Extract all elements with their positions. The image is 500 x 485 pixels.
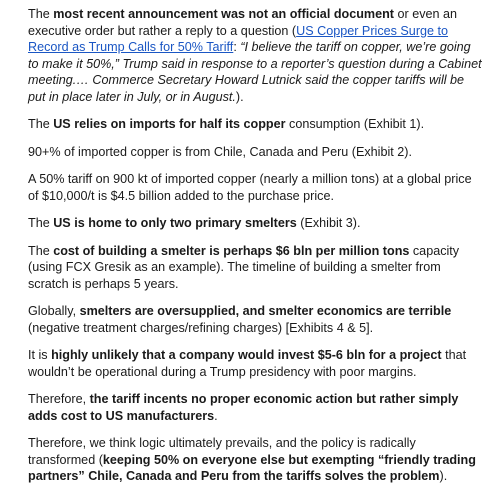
text-run: 90+% of imported copper is from Chile, Canada and Peru (Exhibit 2). [28, 144, 412, 159]
paragraph-conclusion-policy [28, 435, 482, 485]
text-run: capacity (using FCX Gresik as an example). The timeline of building a smelter from scratch is perhaps 5 years. [28, 243, 460, 291]
paragraph-oversupply [28, 303, 482, 336]
bold-text: US is home to only two primary smelters [53, 216, 297, 230]
text-run: (Exhibit 3). [296, 216, 361, 230]
text-run: The [28, 117, 54, 131]
paragraph-sources [28, 144, 482, 161]
bold-text: smelters are oversupplied, and smelter economics are terrible [79, 304, 452, 318]
text-run: It is [28, 348, 52, 362]
paragraph-tariff-cost [28, 171, 482, 204]
paragraph-announcement [28, 6, 482, 105]
text-run: Therefore, [28, 392, 90, 406]
paragraph-smelters [28, 215, 482, 232]
text-run: Therefore, we think logic ultimately prevails, and the policy is radically transformed ( [28, 436, 416, 467]
text-run: Globally, [28, 304, 80, 318]
text-run: ). [235, 89, 244, 104]
article-link[interactable]: US Copper Prices Surge to Record as Trump Calls for 50% Tariff [28, 23, 449, 54]
bold-text: US relies on imports for half its copper [53, 117, 286, 131]
bold-text: the tariff incents no proper economic action but rather simply adds cost to US manufacturers [28, 392, 459, 423]
text-run: that wouldn’t be operational during a Trump presidency with poor margins. [28, 348, 467, 379]
bold-text: keeping 50% on everyone else but exempting “friendly trading partners” Chile, Canada and Peru from the tariffs solves the problem [28, 452, 476, 483]
text-run: ). [439, 469, 448, 483]
text-run: A 50% tariff on 900 kt of imported copper (nearly a million tons) at a global price of $10,000/t is $4.5 billion added to the purchase price. [28, 172, 472, 203]
text-run: The [28, 7, 54, 21]
text-run: consumption (Exhibit 1). [285, 117, 425, 131]
paragraph-investment [28, 347, 482, 380]
paragraph-imports [28, 116, 482, 133]
text-run: or even an executive order but rather a reply to a question ( [28, 7, 458, 38]
bold-text: most recent announcement was not an official document [53, 7, 394, 21]
text-run: (negative treatment charges/refining charges) [Exhibits 4 & 5]. [28, 320, 374, 335]
text-run: The [28, 216, 54, 230]
bold-text: highly unlikely that a company would invest $5-6 bln for a project [51, 348, 442, 362]
text-run: The [28, 243, 54, 258]
paragraph-conclusion-cost [28, 391, 482, 424]
text-run: . [214, 408, 218, 423]
quote-text: “I believe the tariff on copper, we’re going to make it 50%,” Trump said in response to a reporter’s question during a Cabinet meeting.… Commerce Secretary Howard Lutnick said the copper tariffs will be put in place later in July, or in August. [28, 40, 482, 104]
paragraph-smelter-cost [28, 243, 482, 293]
bold-text: cost of building a smelter is perhaps $6 bln per million tons [53, 243, 410, 258]
text-run: : [233, 40, 241, 54]
